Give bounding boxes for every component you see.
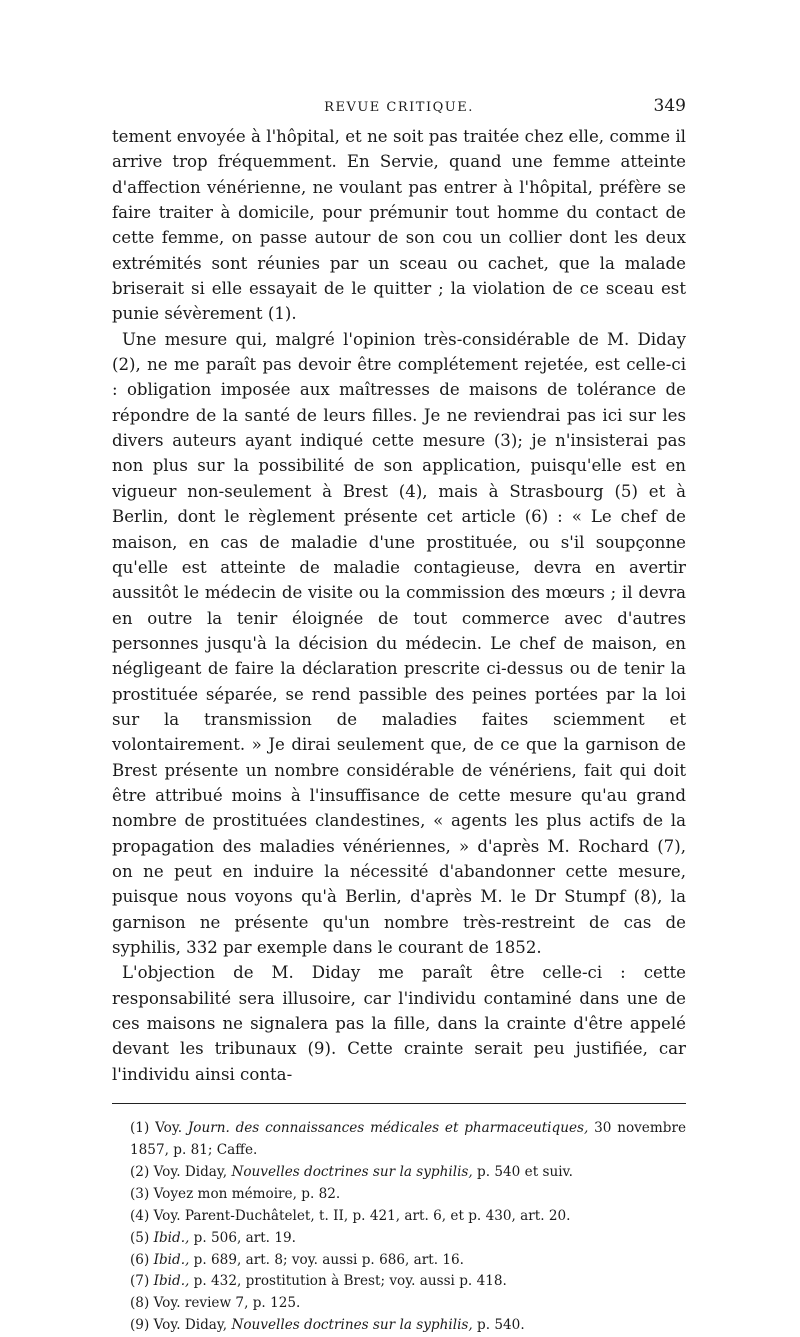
footnote: [130, 1293, 686, 1315]
footnote-number: (4): [130, 1207, 150, 1224]
footnote-title: Ibid.,: [153, 1273, 190, 1290]
footnote-number: (2): [130, 1163, 150, 1180]
footnote-text: p. 506, art. 19.: [189, 1229, 296, 1246]
footnote-title: Nouvelles doctrines sur la syphilis,: [231, 1163, 473, 1180]
footnote-text: Voyez mon mémoire, p. 82.: [153, 1185, 341, 1202]
footnote: [130, 1162, 686, 1184]
footnote-number: (7): [130, 1273, 150, 1290]
paragraph: tement envoyée à l'hôpital, et ne soit pas traitée chez elle, comme il arrive trop fréquemment. En Servie, quand une femme atteinte d'affection vénérienne, ne voulant pas entrer à l'hôpital, préfère se faire traiter à domicile, pour prémunir tout homme du contact de cette femme, on passe autour de son cou un collier dont les deux extrémités sont réunies par un sceau ou cachet, que la malade briserait si elle essayait de le quitter ; la violation de ce sceau est punie sévèrement (1).: [112, 127, 686, 324]
footnotes: [112, 1118, 686, 1337]
footnote: [130, 1228, 686, 1250]
footnote-text: 30 novembre 1857, p. 81; Caffe.: [130, 1120, 686, 1158]
footnote-text: Voy. review 7, p. 125.: [153, 1295, 301, 1312]
page-number: 349: [653, 96, 686, 116]
footnote-text: p. 689, art. 8; voy. aussi p. 686, art. 16.: [189, 1251, 464, 1268]
footnote-number: (3): [130, 1185, 150, 1202]
footnote: [130, 1271, 686, 1293]
footnote-number: (9): [130, 1317, 150, 1334]
footnote: [130, 1206, 686, 1228]
footnote-text: Voy. Diday,: [153, 1317, 232, 1334]
footnote: [112, 1118, 686, 1162]
paragraph: L'objection de M. Diday me paraît être celle-ci : cette responsabilité sera illusoire, car l'individu contaminé dans une de ces maisons ne signalera pas la fille, dans la crainte d'être appelé devant les tribunaux (9). Cette crainte serait peu justifiée, car l'individu ainsi conta-: [112, 963, 686, 1084]
footnote-number: (8): [130, 1295, 150, 1312]
footnote-title: Ibid.,: [153, 1229, 190, 1246]
footnote-text: Voy. Parent-Duchâtelet, t. II, p. 421, art. 6, et p. 430, art. 20.: [153, 1207, 571, 1224]
footnote-title: Nouvelles doctrines sur la syphilis,: [231, 1317, 473, 1334]
footnote-text: Voy.: [155, 1120, 188, 1137]
footnote: [130, 1250, 686, 1272]
running-header: [112, 96, 686, 120]
body-text: [112, 124, 686, 1087]
footnote-text: p. 540 et suiv.: [472, 1163, 573, 1180]
footnote: [130, 1315, 686, 1337]
paragraph: Une mesure qui, malgré l'opinion très-considérable de M. Diday (2), ne me paraît pas devoir être complétement rejetée, est celle-ci : obligation imposée aux maîtresses de maisons de tolérance de répondre de la santé de leurs filles. Je ne reviendrai pas ici sur les divers auteurs ayant indiqué cette mesure (3); je n'insisterai pas non plus sur la possibilité de son application, puisqu'elle est en vigueur non-seulement à Brest (4), mais à Strasbourg (5) et à Berlin, dont le règlement présente cet article (6) : « Le chef de maison, en cas de maladie d'une prostituée, ou s'il soupçonne qu'elle est atteinte de maladie contagieuse, devra en avertir aussitôt le médecin de visite ou la commission des mœurs ; il devra en outre la tenir éloignée de tout commerce avec d'autres personnes jusqu'à la décision du médecin. Le chef de maison, en négligeant de faire la déclaration prescrite ci-dessus ou de tenir la prostituée séparée, se rend passible des peines portées par la loi sur la transmission de maladies faites sciemment et volontairement. » Je dirai seulement que, de ce que la garnison de Brest présente un nombre considérable de vénériens, fait qui doit être attribué moins à l'insuffisance de cette mesure qu'au grand nombre de prostituées clandestines, « agents les plus actifs de la propagation des maladies vénériennes, » d'après M. Rochard (7), on ne peut en induire la nécessité d'abandonner cette mesure, puisque nous voyons qu'à Berlin, d'après M. le Dr Stumpf (8), la garnison ne présente qu'un nombre très-restreint de cas de syphilis, 332 par exemple dans le courant de 1852.: [112, 329, 686, 957]
page: [112, 96, 686, 1337]
footnote-text: p. 432, prostitution à Brest; voy. aussi p. 418.: [189, 1273, 507, 1290]
footnote-title: Journ. des connaissances médicales et pharmaceutiques,: [187, 1120, 589, 1137]
footnote-number: (6): [130, 1251, 150, 1268]
footnote-number: (1): [130, 1120, 150, 1137]
footnote-number: (5): [130, 1229, 150, 1246]
footnote-title: Ibid.,: [153, 1251, 190, 1268]
running-title: REVUE CRITIQUE.: [324, 100, 474, 115]
footnote-separator: [112, 1103, 686, 1104]
footnote-text: Voy. Diday,: [153, 1163, 232, 1180]
footnote: [130, 1184, 686, 1206]
footnote-text: p. 540.: [472, 1317, 525, 1334]
